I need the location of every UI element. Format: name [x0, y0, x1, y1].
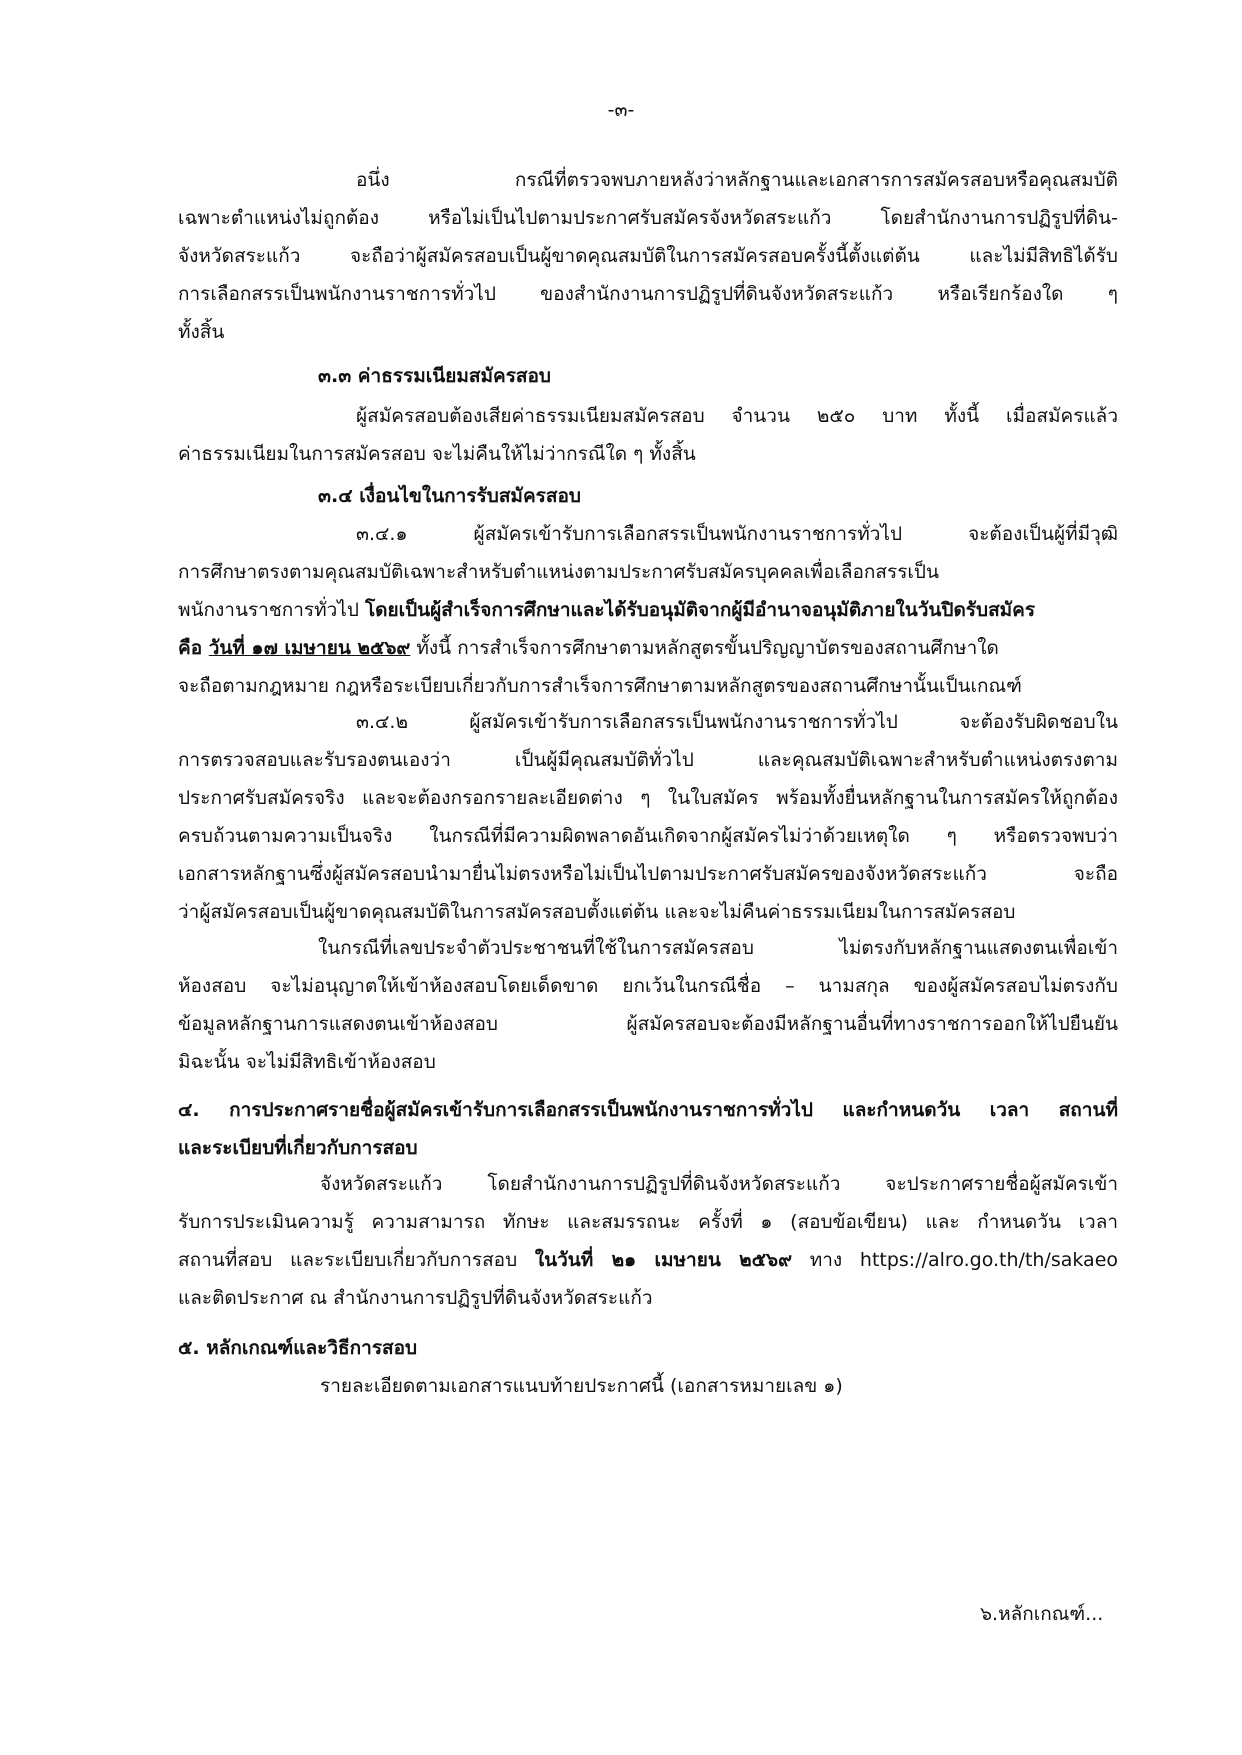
website-url: ทาง https://alro.go.th/th/sakaeo [792, 1249, 1119, 1271]
s4-line: และติดประกาศ ณ สำนักงานการปฏิรูปที่ดินจังหวัดสระแก้ว [178, 1287, 653, 1309]
s341-line: คือ วันที่ ๑๗ เมษายน ๒๕๖๙ ทั้งนี้ การสำเร็จการศึกษาตามหลักสูตรขั้นปริญญาบัตรของสถานศึกษาใด [178, 637, 999, 659]
announcement-date: ในวันที่ ๒๑ เมษายน ๒๕๖๙ [534, 1249, 792, 1271]
s342-line: เอกสารหลักฐานซึ่งผู้สมัครสอบนำมายื่นไม่ตรงหรือไม่เป็นไปตามประกาศรับสมัครของจังหวัดสระแก้ว จะถือ [178, 863, 1118, 885]
section-5-heading: ๕. หลักเกณฑ์และวิธีการสอบ [178, 1337, 418, 1359]
para1-line: เฉพาะตำแหน่งไม่ถูกต้อง หรือไม่เป็นไปตามประกาศรับสมัครจังหวัดสระแก้ว โดยสำนักงานการปฏิรูปที่ดิน- [178, 207, 1118, 229]
s341-line: พนักงานราชการทั่วไป โดยเป็นผู้สำเร็จการศึกษาและได้รับอนุมัติจากผู้มีอำนาจอนุมัติภายในวันปิดรับสมัคร [178, 599, 1036, 621]
section-4-heading: และระเบียบที่เกี่ยวกับการสอบ [178, 1137, 418, 1159]
s342-line: ๓.๔.๒ ผู้สมัครเข้ารับการเลือกสรรเป็นพนักงานราชการทั่วไป จะต้องรับผิดชอบใน [356, 711, 1118, 733]
section-3-3-heading: ๓.๓ ค่าธรรมเนียมสมัครสอบ [318, 365, 551, 387]
id-card-line: ข้อมูลหลักฐานการแสดงตนเข้าห้องสอบ ผู้สมัครสอบจะต้องมีหลักฐานอื่นที่ทางราชการออกให้ไปยืนยัน [178, 1013, 1118, 1035]
s4-line: สถานที่สอบ และระเบียบเกี่ยวกับการสอบ ในวันที่ ๒๑ เมษายน ๒๕๖๙ ทาง https://alro.go.th/th/sakaeo [178, 1249, 1119, 1271]
section-4-heading: ๔. การประกาศรายชื่อผู้สมัครเข้ารับการเลือกสรรเป็นพนักงานราชการทั่วไป และกำหนดวัน เวลา สถานที่ [178, 1099, 1118, 1121]
s5-line: รายละเอียดตามเอกสารแนบท้ายประกาศนี้ (เอกสารหมายเลข ๑) [320, 1375, 843, 1397]
id-card-line: ในกรณีที่เลขประจำตัวประชาชนที่ใช้ในการสมัครสอบ ไม่ตรงกับหลักฐานแสดงตนเพื่อเข้า [318, 937, 1118, 959]
s4-line: จังหวัดสระแก้ว โดยสำนักงานการปฏิรูปที่ดินจังหวัดสระแก้ว จะประกาศรายชื่อผู้สมัครเข้า [320, 1173, 1118, 1195]
para1-line: จังหวัดสระแก้ว จะถือว่าผู้สมัครสอบเป็นผู้ขาดคุณสมบัติในการสมัครสอบครั้งนี้ตั้งแต่ต้น และไม่มีสิทธิได้รับ [178, 245, 1118, 267]
continuation-marker: ๖.หลักเกณฑ์... [980, 1603, 1104, 1625]
id-card-line: ห้องสอบ จะไม่อนุญาตให้เข้าห้องสอบโดยเด็ดขาด ยกเว้นในกรณีชื่อ – นามสกุล ของผู้สมัครสอบไม่ตรงกับ [178, 975, 1118, 997]
s342-line: ครบถ้วนตามความเป็นจริง ในกรณีที่มีความผิดพลาดอันเกิดจากผู้สมัครไม่ว่าด้วยเหตุใด ๆ หรือตรวจพบว่า [178, 825, 1118, 847]
section-3-4-heading: ๓.๔ เงื่อนไขในการรับสมัครสอบ [318, 485, 581, 507]
para1-line: อนึ่ง กรณีที่ตรวจพบภายหลังว่าหลักฐานและเอกสารการสมัครสอบหรือคุณสมบัติ [356, 169, 1118, 191]
closing-date: วันที่ ๑๗ เมษายน ๒๕๖๙ [208, 637, 411, 659]
closing-date-clause: โดยเป็นผู้สำเร็จการศึกษาและได้รับอนุมัติจากผู้มีอำนาจอนุมัติภายในวันปิดรับสมัคร [364, 599, 1036, 621]
para1-line: การเลือกสรรเป็นพนักงานราชการทั่วไป ของสำนักงานการปฏิรูปที่ดินจังหวัดสระแก้ว หรือเรียกร้องใด ๆ [178, 283, 1118, 305]
s4-line: รับการประเมินความรู้ ความสามารถ ทักษะ และสมรรถนะ ครั้งที่ ๑ (สอบข้อเขียน) และ กำหนดวัน เวลา [178, 1211, 1118, 1233]
fee-line: ผู้สมัครสอบต้องเสียค่าธรรมเนียมสมัครสอบ จำนวน ๒๕๐ บาท ทั้งนี้ เมื่อสมัครแล้ว [356, 405, 1118, 427]
id-card-line: มิฉะนั้น จะไม่มีสิทธิเข้าห้องสอบ [178, 1051, 436, 1073]
s342-line: การตรวจสอบและรับรองตนเองว่า เป็นผู้มีคุณสมบัติทั่วไป และคุณสมบัติเฉพาะสำหรับตำแหน่งตรงตาม [178, 749, 1118, 771]
s341-line: ๓.๔.๑ ผู้สมัครเข้ารับการเลือกสรรเป็นพนักงานราชการทั่วไป จะต้องเป็นผู้ที่มีวุฒิ [356, 523, 1118, 545]
para1-line: ทั้งสิ้น [178, 321, 225, 343]
fee-line: ค่าธรรมเนียมในการสมัครสอบ จะไม่คืนให้ไม่ว่ากรณีใด ๆ ทั้งสิ้น [178, 443, 696, 465]
s342-line: ว่าผู้สมัครสอบเป็นผู้ขาดคุณสมบัติในการสมัครสอบตั้งแต่ต้น และจะไม่คืนค่าธรรมเนียมในการสมัครสอบ [178, 901, 1016, 923]
s341-line: การศึกษาตรงตามคุณสมบัติเฉพาะสำหรับตำแหน่งตามประกาศรับสมัครบุคคลเพื่อเลือกสรรเป็น [178, 561, 939, 583]
s342-line: ประกาศรับสมัครจริง และจะต้องกรอกรายละเอียดต่าง ๆ ในใบสมัคร พร้อมทั้งยื่นหลักฐานในการสมัครให้ถูกต้อง [178, 787, 1118, 809]
page-number: -๓- [607, 99, 635, 121]
s341-line: จะถือตามกฎหมาย กฎหรือระเบียบเกี่ยวกับการสำเร็จการศึกษาตามหลักสูตรของสถานศึกษานั้นเป็นเกณฑ์ [178, 675, 1022, 697]
